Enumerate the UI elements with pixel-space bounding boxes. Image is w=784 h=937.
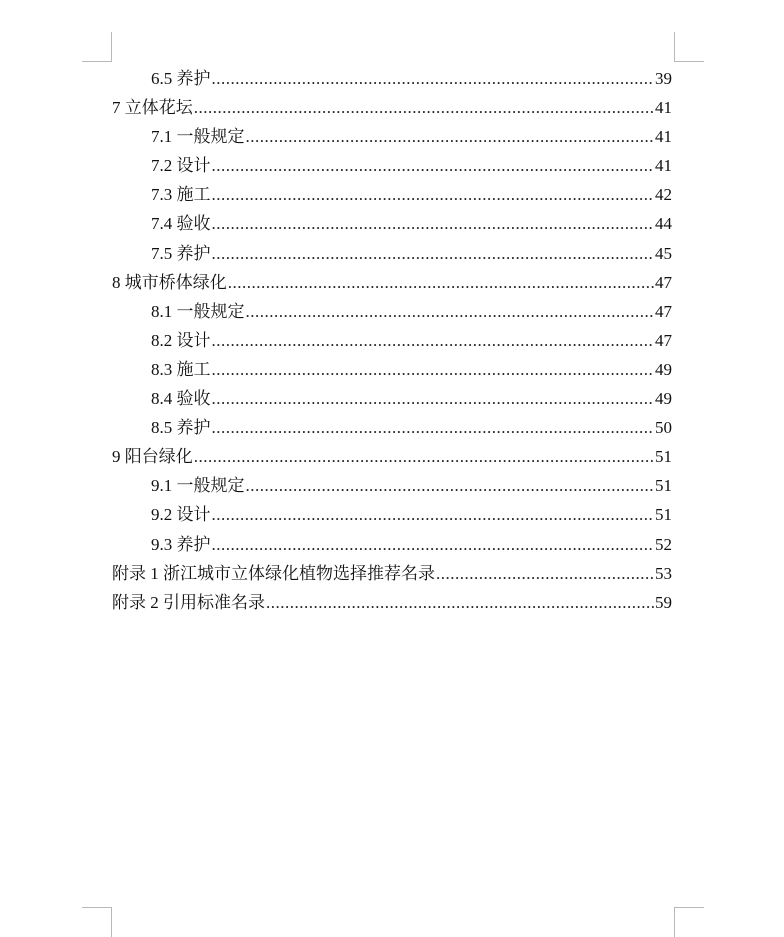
toc-dot-leader [246, 297, 655, 326]
toc-entry-page-number: 47 [655, 272, 672, 292]
toc-entry-page-number: 42 [655, 185, 672, 205]
toc-entry-title: 7.4 验收 [151, 214, 211, 234]
toc-entry[interactable] [112, 122, 672, 151]
toc-entry-page-number: 47 [655, 330, 672, 350]
crop-mark-bottom-right [674, 907, 704, 937]
toc-entry[interactable] [112, 413, 672, 442]
toc-entry[interactable] [112, 588, 672, 617]
toc-entry[interactable] [112, 297, 672, 326]
toc-entry-page-number: 49 [655, 389, 672, 409]
toc-dot-leader [436, 559, 654, 588]
toc-entry-page-number: 41 [655, 156, 672, 176]
toc-entry-page-number: 53 [655, 563, 672, 583]
toc-entry-page-number: 45 [655, 243, 672, 263]
toc-dot-leader [212, 64, 655, 93]
toc-entry-title: 8.4 验收 [151, 389, 211, 409]
toc-dot-leader [212, 180, 655, 209]
toc-entry-title: 9.2 设计 [151, 505, 211, 525]
toc-entry-title: 7.3 施工 [151, 185, 211, 205]
toc-entry-title: 8 城市桥体绿化 [112, 272, 227, 292]
toc-entry-page-number: 39 [655, 69, 672, 88]
toc-entry[interactable] [112, 180, 672, 209]
toc-entry[interactable] [112, 530, 672, 559]
toc-entry[interactable] [112, 209, 672, 238]
toc-entry-title: 8.2 设计 [151, 330, 211, 350]
toc-entry[interactable] [112, 151, 672, 180]
toc-dot-leader [212, 326, 655, 355]
toc-entry[interactable] [112, 355, 672, 384]
toc-dot-leader [228, 268, 654, 297]
toc-entry-page-number: 44 [655, 214, 672, 234]
toc-entry-page-number: 51 [655, 447, 672, 467]
toc-dot-leader [212, 209, 655, 238]
toc-dot-leader [212, 413, 655, 442]
toc-entry-title: 7.2 设计 [151, 156, 211, 176]
toc-entry-page-number: 49 [655, 359, 672, 379]
toc-dot-leader [212, 500, 655, 529]
toc-entry[interactable] [112, 559, 672, 588]
crop-mark-bottom-left [82, 907, 112, 937]
table-of-contents [112, 64, 672, 617]
toc-dot-leader [212, 384, 655, 413]
toc-entry-page-number: 52 [655, 534, 672, 554]
toc-entry-title: 9.1 一般规定 [151, 476, 245, 496]
toc-entry-title: 8.1 一般规定 [151, 301, 245, 321]
toc-dot-leader [194, 442, 654, 471]
toc-entry-title: 7.5 养护 [151, 243, 211, 263]
toc-entry[interactable] [112, 384, 672, 413]
toc-entry-title: 附录 1 浙江城市立体绿化植物选择推荐名录 [112, 563, 435, 583]
toc-dot-leader [266, 588, 654, 617]
toc-entry[interactable] [112, 268, 672, 297]
toc-entry[interactable] [112, 239, 672, 268]
crop-mark-top-right [674, 32, 704, 62]
toc-entry-title: 6.5 养护 [151, 69, 211, 88]
toc-entry-title: 9.3 养护 [151, 534, 211, 554]
toc-entry-page-number: 41 [655, 127, 672, 147]
toc-entry-title: 附录 2 引用标准名录 [112, 592, 265, 612]
toc-entry-page-number: 50 [655, 418, 672, 438]
toc-entry-page-number: 51 [655, 505, 672, 525]
toc-entry-page-number: 51 [655, 476, 672, 496]
toc-entry[interactable] [112, 64, 672, 93]
toc-entry-title: 7.1 一般规定 [151, 127, 245, 147]
toc-dot-leader [212, 151, 655, 180]
toc-entry[interactable] [112, 326, 672, 355]
toc-dot-leader [246, 471, 655, 500]
crop-mark-top-left [82, 32, 112, 62]
toc-entry-page-number: 41 [655, 98, 672, 118]
toc-dot-leader [246, 122, 655, 151]
toc-dot-leader [212, 355, 655, 384]
toc-entry-page-number: 47 [655, 301, 672, 321]
toc-entry-title: 8.3 施工 [151, 359, 211, 379]
toc-entry[interactable] [112, 93, 672, 122]
toc-dot-leader [194, 93, 654, 122]
toc-entry[interactable] [112, 500, 672, 529]
toc-entry-title: 9 阳台绿化 [112, 447, 193, 467]
toc-entry[interactable] [112, 471, 672, 500]
toc-dot-leader [212, 239, 655, 268]
toc-entry-title: 7 立体花坛 [112, 98, 193, 118]
toc-dot-leader [212, 530, 655, 559]
toc-entry[interactable] [112, 442, 672, 471]
toc-entry-page-number: 59 [655, 592, 672, 612]
toc-entry-title: 8.5 养护 [151, 418, 211, 438]
